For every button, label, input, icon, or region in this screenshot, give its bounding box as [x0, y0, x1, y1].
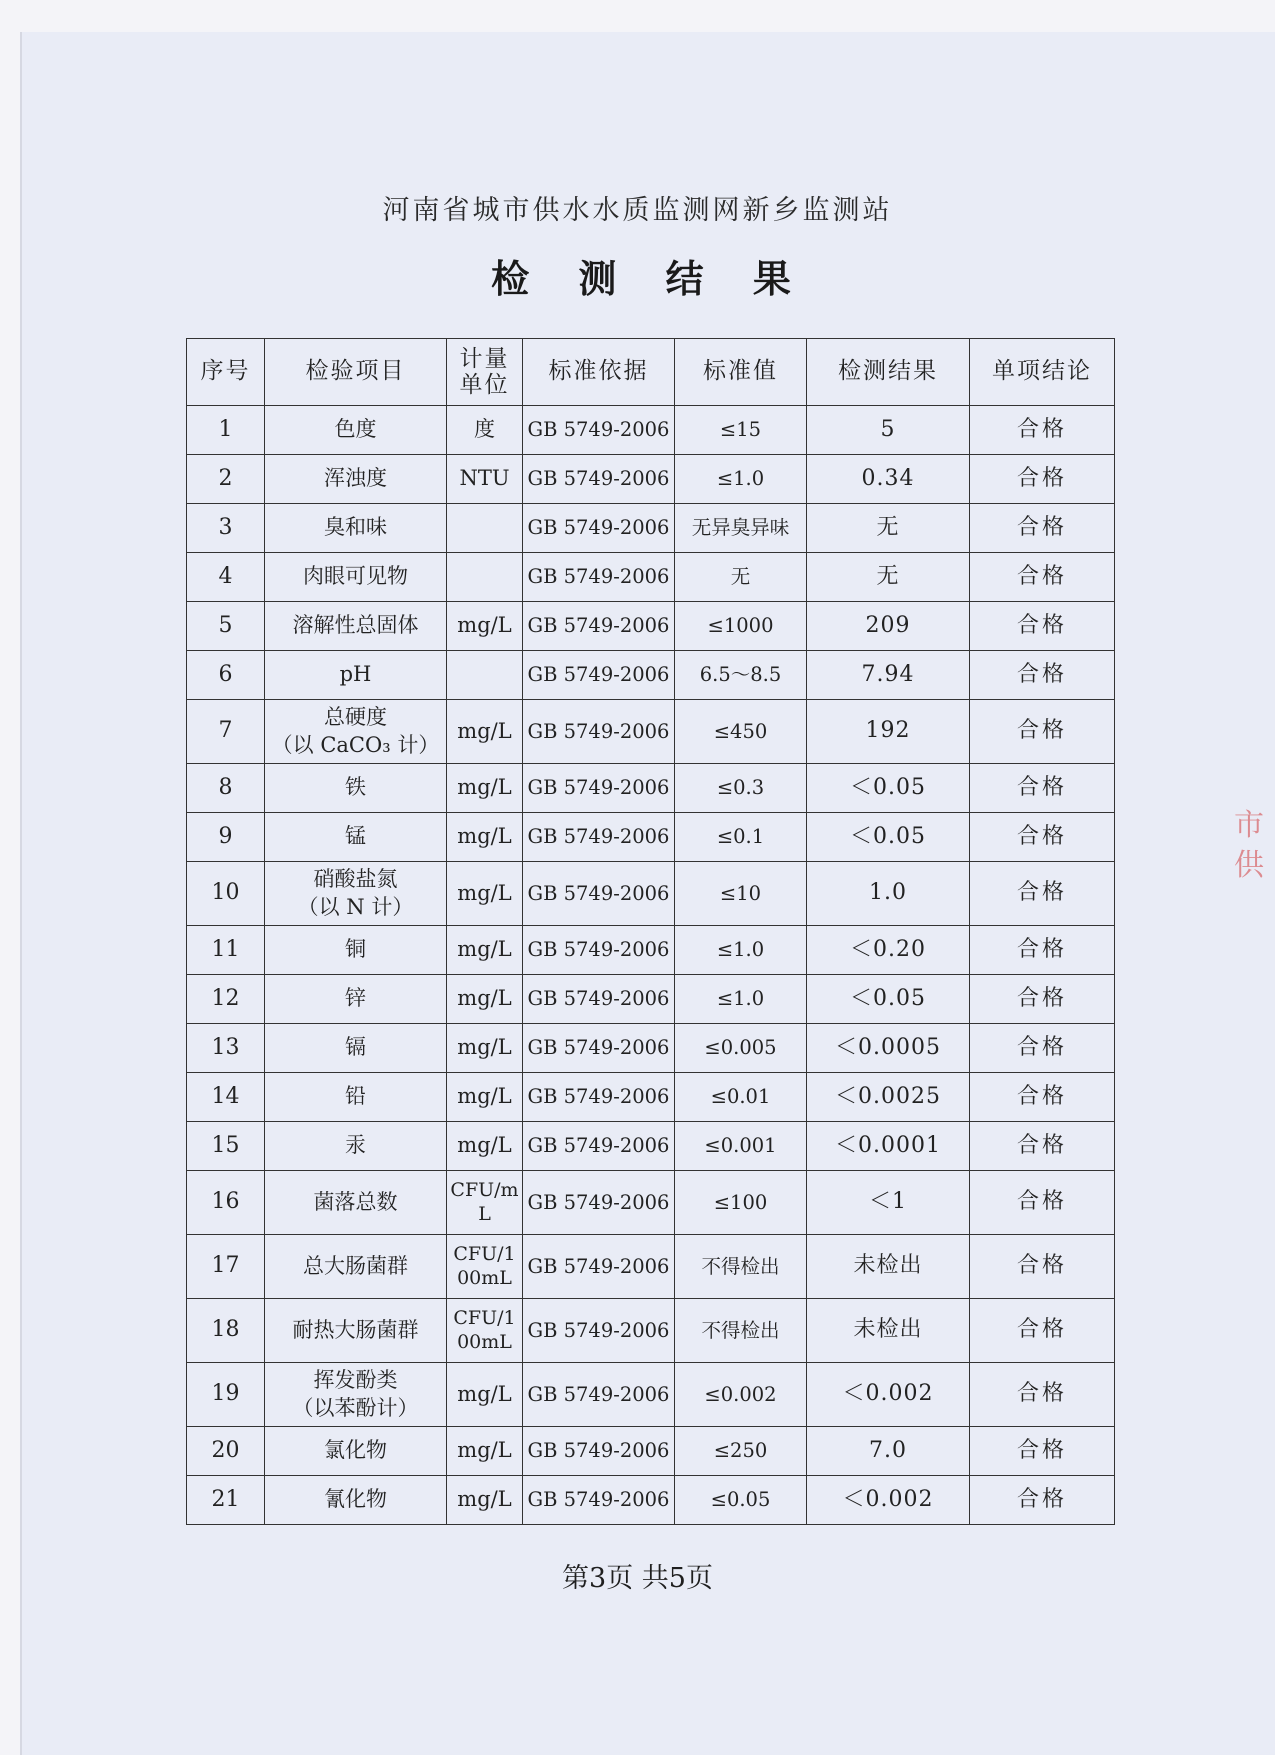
conclusion: 合格 — [970, 975, 1115, 1024]
test-result: ＜1 — [807, 1171, 970, 1235]
item-name-cell — [265, 1427, 447, 1476]
standard-basis: GB 5749-2006 — [523, 1024, 675, 1073]
test-result: 1.0 — [807, 862, 970, 926]
unit: CFU/100mL — [447, 1299, 523, 1363]
standard-limit: ≤15 — [675, 406, 807, 455]
standard-limit: ≤0.002 — [675, 1363, 807, 1427]
item-name: 锌 — [345, 986, 366, 1011]
conclusion: 合格 — [970, 1073, 1115, 1122]
unit: NTU — [447, 455, 523, 504]
standard-basis: GB 5749-2006 — [523, 455, 675, 504]
table-row — [187, 700, 1115, 764]
conclusion: 合格 — [970, 764, 1115, 813]
column-header: 检测结果 — [807, 339, 970, 406]
table-row — [187, 1024, 1115, 1073]
standard-basis: GB 5749-2006 — [523, 862, 675, 926]
item-name: 硝酸盐氮 — [313, 867, 398, 892]
table-row — [187, 862, 1115, 926]
test-result: ＜0.0001 — [807, 1122, 970, 1171]
row-number: 13 — [187, 1024, 265, 1073]
item-name: 色度 — [334, 417, 377, 442]
standard-limit: ≤100 — [675, 1171, 807, 1235]
standard-limit: ≤1.0 — [675, 926, 807, 975]
column-header: 计量单位 — [447, 339, 523, 406]
unit: mg/L — [447, 1476, 523, 1525]
conclusion: 合格 — [970, 553, 1115, 602]
unit: mg/L — [447, 1427, 523, 1476]
row-number: 4 — [187, 553, 265, 602]
standard-limit: ≤0.005 — [675, 1024, 807, 1073]
column-header: 标准依据 — [523, 339, 675, 406]
conclusion: 合格 — [970, 862, 1115, 926]
test-result: ＜0.05 — [807, 813, 970, 862]
unit: mg/L — [447, 975, 523, 1024]
item-name-cell — [265, 764, 447, 813]
unit: mg/L — [447, 1073, 523, 1122]
item-name: 氯化物 — [324, 1438, 387, 1463]
item-name-cell — [265, 813, 447, 862]
item-name-note: （以苯酚计） — [292, 1395, 419, 1420]
conclusion: 合格 — [970, 926, 1115, 975]
row-number: 9 — [187, 813, 265, 862]
standard-basis: GB 5749-2006 — [523, 1299, 675, 1363]
row-number: 15 — [187, 1122, 265, 1171]
row-number: 21 — [187, 1476, 265, 1525]
conclusion: 合格 — [970, 1299, 1115, 1363]
conclusion: 合格 — [970, 1363, 1115, 1427]
test-result: 未检出 — [807, 1299, 970, 1363]
row-number: 10 — [187, 862, 265, 926]
item-name-cell — [265, 1073, 447, 1122]
unit: 度 — [447, 406, 523, 455]
table-row — [187, 1427, 1115, 1476]
test-result: 7.0 — [807, 1427, 970, 1476]
table-row — [187, 1122, 1115, 1171]
seal-char: 市 — [1234, 808, 1264, 843]
standard-basis: GB 5749-2006 — [523, 553, 675, 602]
item-name: 溶解性总固体 — [292, 613, 419, 638]
test-result: ＜0.0005 — [807, 1024, 970, 1073]
item-name-cell — [265, 926, 447, 975]
unit: mg/L — [447, 813, 523, 862]
table-row — [187, 1299, 1115, 1363]
row-number: 14 — [187, 1073, 265, 1122]
unit: CFU/100mL — [447, 1235, 523, 1299]
item-name-cell — [265, 1363, 447, 1427]
item-name-cell — [265, 862, 447, 926]
column-header: 检验项目 — [265, 339, 447, 406]
test-result: ＜0.05 — [807, 764, 970, 813]
table-row — [187, 813, 1115, 862]
conclusion: 合格 — [970, 1122, 1115, 1171]
test-result: 0.34 — [807, 455, 970, 504]
item-name-cell — [265, 651, 447, 700]
table-row — [187, 455, 1115, 504]
conclusion: 合格 — [970, 1171, 1115, 1235]
item-name-cell — [265, 406, 447, 455]
item-name-cell — [265, 700, 447, 764]
unit: mg/L — [447, 1122, 523, 1171]
test-result: 7.94 — [807, 651, 970, 700]
row-number: 6 — [187, 651, 265, 700]
standard-limit: ≤450 — [675, 700, 807, 764]
row-number: 5 — [187, 602, 265, 651]
unit: mg/L — [447, 764, 523, 813]
results-table — [186, 338, 1115, 1525]
table-row — [187, 406, 1115, 455]
column-header: 标准值 — [675, 339, 807, 406]
standard-basis: GB 5749-2006 — [523, 1171, 675, 1235]
unit — [447, 553, 523, 602]
test-result: ＜0.20 — [807, 926, 970, 975]
test-result: 209 — [807, 602, 970, 651]
unit — [447, 504, 523, 553]
standard-basis: GB 5749-2006 — [523, 700, 675, 764]
item-name-cell — [265, 602, 447, 651]
test-result: ＜0.002 — [807, 1476, 970, 1525]
table-row — [187, 553, 1115, 602]
item-name-cell — [265, 1476, 447, 1525]
conclusion: 合格 — [970, 455, 1115, 504]
row-number: 7 — [187, 700, 265, 764]
red-seal-stamp — [1228, 780, 1275, 1010]
table-row — [187, 1235, 1115, 1299]
standard-basis: GB 5749-2006 — [523, 406, 675, 455]
standard-basis: GB 5749-2006 — [523, 926, 675, 975]
item-name: 肉眼可见物 — [303, 564, 408, 589]
column-header: 序号 — [187, 339, 265, 406]
row-number: 20 — [187, 1427, 265, 1476]
standard-basis: GB 5749-2006 — [523, 975, 675, 1024]
standard-limit: 无 — [675, 553, 807, 602]
table-row — [187, 651, 1115, 700]
item-name: 铅 — [345, 1084, 366, 1109]
standard-basis: GB 5749-2006 — [523, 1122, 675, 1171]
row-number: 12 — [187, 975, 265, 1024]
row-number: 2 — [187, 455, 265, 504]
item-name: 铁 — [345, 775, 366, 800]
standard-limit: ≤250 — [675, 1427, 807, 1476]
standard-limit: ≤0.1 — [675, 813, 807, 862]
unit: mg/L — [447, 862, 523, 926]
unit — [447, 651, 523, 700]
table-row — [187, 1171, 1115, 1235]
item-name: pH — [339, 662, 372, 687]
standard-limit: ≤0.3 — [675, 764, 807, 813]
row-number: 11 — [187, 926, 265, 975]
row-number: 1 — [187, 406, 265, 455]
standard-basis: GB 5749-2006 — [523, 651, 675, 700]
standard-basis: GB 5749-2006 — [523, 602, 675, 651]
conclusion: 合格 — [970, 602, 1115, 651]
standard-basis: GB 5749-2006 — [523, 764, 675, 813]
standard-limit: ≤0.01 — [675, 1073, 807, 1122]
unit: CFU/mL — [447, 1171, 523, 1235]
item-name: 总大肠菌群 — [303, 1253, 408, 1278]
item-name: 总硬度 — [324, 705, 387, 730]
test-result: ＜0.002 — [807, 1363, 970, 1427]
conclusion: 合格 — [970, 1476, 1115, 1525]
test-result: ＜0.0025 — [807, 1073, 970, 1122]
test-result: ＜0.05 — [807, 975, 970, 1024]
item-name: 氰化物 — [324, 1487, 387, 1512]
standard-limit: ≤1.0 — [675, 455, 807, 504]
unit: mg/L — [447, 1363, 523, 1427]
row-number: 3 — [187, 504, 265, 553]
unit: mg/L — [447, 926, 523, 975]
item-name-cell — [265, 975, 447, 1024]
row-number: 19 — [187, 1363, 265, 1427]
table-body — [187, 406, 1115, 1525]
item-name: 汞 — [345, 1133, 366, 1158]
table-header-row — [187, 339, 1115, 406]
item-name: 镉 — [345, 1035, 366, 1060]
seal-char: 供 — [1234, 848, 1264, 883]
row-number: 8 — [187, 764, 265, 813]
item-name: 浑浊度 — [324, 466, 387, 491]
standard-basis: GB 5749-2006 — [523, 1476, 675, 1525]
item-name-cell — [265, 1299, 447, 1363]
unit: mg/L — [447, 700, 523, 764]
standard-limit: ≤1.0 — [675, 975, 807, 1024]
organization-title: 河南省城市供水水质监测网新乡监测站 — [382, 195, 893, 226]
table-row — [187, 504, 1115, 553]
test-result: 5 — [807, 406, 970, 455]
standard-basis: GB 5749-2006 — [523, 813, 675, 862]
item-name: 铜 — [345, 937, 366, 962]
conclusion: 合格 — [970, 700, 1115, 764]
item-name-cell — [265, 1024, 447, 1073]
conclusion: 合格 — [970, 1024, 1115, 1073]
standard-limit: ≤0.05 — [675, 1476, 807, 1525]
standard-limit: 6.5～8.5 — [675, 651, 807, 700]
item-name-cell — [265, 455, 447, 504]
conclusion: 合格 — [970, 813, 1115, 862]
row-number: 16 — [187, 1171, 265, 1235]
table-row — [187, 1363, 1115, 1427]
row-number: 18 — [187, 1299, 265, 1363]
test-result: 无 — [807, 553, 970, 602]
standard-limit: 无异臭异味 — [675, 504, 807, 553]
item-name: 锰 — [345, 824, 366, 849]
item-name-cell — [265, 1171, 447, 1235]
item-name: 菌落总数 — [313, 1189, 398, 1214]
standard-limit: ≤1000 — [675, 602, 807, 651]
item-name-cell — [265, 1235, 447, 1299]
document-title: 检 测 结 果 — [491, 256, 809, 301]
table-row — [187, 975, 1115, 1024]
table-row — [187, 602, 1115, 651]
item-name: 臭和味 — [324, 515, 387, 540]
unit: mg/L — [447, 1024, 523, 1073]
table-row — [187, 926, 1115, 975]
standard-basis: GB 5749-2006 — [523, 504, 675, 553]
standard-basis: GB 5749-2006 — [523, 1073, 675, 1122]
standard-limit: ≤10 — [675, 862, 807, 926]
item-name: 耐热大肠菌群 — [292, 1317, 419, 1342]
standard-basis: GB 5749-2006 — [523, 1363, 675, 1427]
conclusion: 合格 — [970, 1235, 1115, 1299]
test-result: 未检出 — [807, 1235, 970, 1299]
unit: mg/L — [447, 602, 523, 651]
standard-limit: 不得检出 — [675, 1235, 807, 1299]
conclusion: 合格 — [970, 651, 1115, 700]
test-result: 无 — [807, 504, 970, 553]
item-name-note: （以 N 计） — [297, 894, 414, 919]
standard-basis: GB 5749-2006 — [523, 1235, 675, 1299]
standard-basis: GB 5749-2006 — [523, 1427, 675, 1476]
item-name-cell — [265, 553, 447, 602]
row-number: 17 — [187, 1235, 265, 1299]
column-header: 单项结论 — [970, 339, 1115, 406]
item-name-cell — [265, 504, 447, 553]
table-row — [187, 1476, 1115, 1525]
standard-limit: 不得检出 — [675, 1299, 807, 1363]
table-row — [187, 1073, 1115, 1122]
item-name-cell — [265, 1122, 447, 1171]
item-name-note: （以 CaCO₃ 计） — [271, 732, 440, 757]
page-number: 第3页 共5页 — [562, 1563, 713, 1594]
table-row — [187, 764, 1115, 813]
item-name: 挥发酚类 — [313, 1368, 398, 1393]
conclusion: 合格 — [970, 504, 1115, 553]
conclusion: 合格 — [970, 406, 1115, 455]
test-result: 192 — [807, 700, 970, 764]
conclusion: 合格 — [970, 1427, 1115, 1476]
standard-limit: ≤0.001 — [675, 1122, 807, 1171]
